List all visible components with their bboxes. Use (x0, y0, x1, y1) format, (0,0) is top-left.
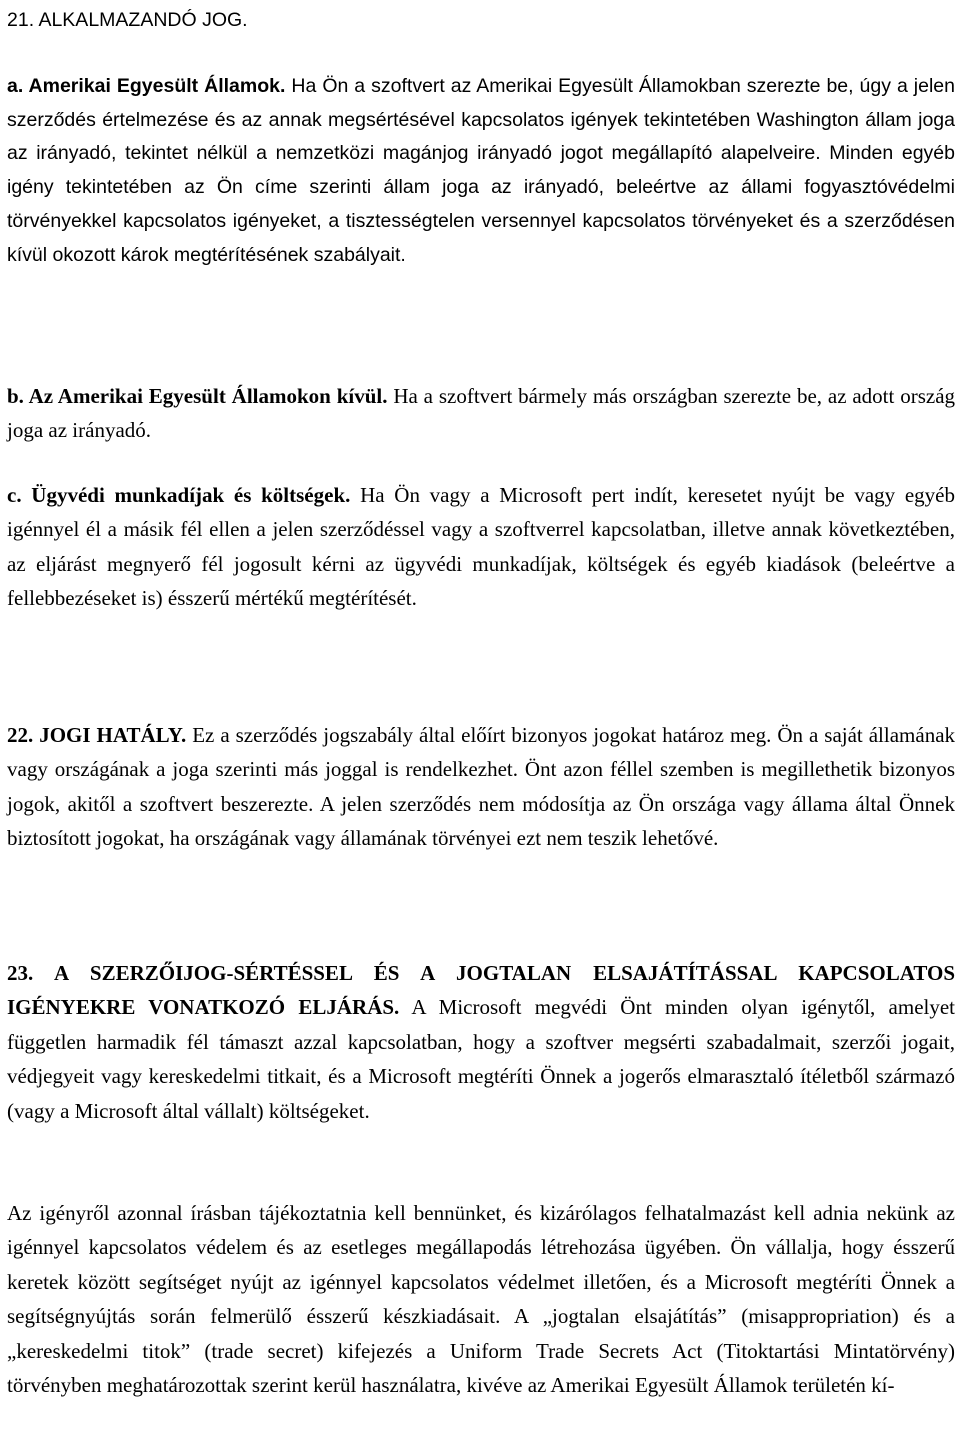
section-22-title: 22. JOGI HATÁLY. (7, 723, 187, 747)
section-23-paragraph (7, 956, 955, 1128)
section-22-text: Ez a szerződés jogszabály által előírt bizonyos jogokat határoz meg. Ön a saját államának vagy országának a joga szerinti más joggal is rendelkezhet. Önt azon féllel szemben is megillethetik bizonyos jogok, akitől a szoftvert beszerezte. A jelen szerződés nem módosítja az Ön országa vagy állama által Önnek biztosított jogokat, ha országának vagy államának törvényei ezt nem teszik lehetővé. (7, 723, 956, 851)
section-21b-text: Ha a szoftvert bármely más országban szerezte be, az adott ország joga az irányadó. (7, 384, 956, 443)
section-21c-title: c. Ügyvédi munkadíjak és költségek. (7, 483, 351, 507)
section-21-heading: 21. ALKALMAZANDÓ JOG. (7, 9, 248, 31)
section-23-title: 23. A SZERZŐIJOG-SÉRTÉSSEL ÉS A JOGTALAN ELSAJÁTÍTÁSSAL KAPCSOLATOS IGÉNYEKRE VONATKOZÓ ELJÁRÁS. (7, 961, 955, 1020)
section-21a-paragraph (7, 70, 955, 272)
section-21b-paragraph (7, 379, 955, 448)
section-23-paragraph-2: Az igényről azonnal írásban tájékoztatnia kell bennünket, és kizárólagos felhatalmazást kell adnia nekünk az igénnyel kapcsolatos védelem és az esetleges megállapodás létrehozása ügyében. Ön vállalja, hogy ésszerű keretek között segítséget nyújt az igénnyel kapcsolatos védelmet illetően, és a Microsoft megtéríti Önnek a segítségnyújtás során felmerülő ésszerű készkiadásait. A „jogtalan elsajátítás” (misappropriation) és a „kereskedelmi titok” (trade secret) kifejezés a Uniform Trade Secrets Act (Titoktartási Mintatörvény) törvényben meghatározottak szerint kerül használatra, kivéve az Amerikai Egyesült Államok területén kí- (7, 1201, 955, 1398)
section-21c-text: Ha Ön vagy a Microsoft pert indít, keresetet nyújt be vagy egyéb igénnyel él a másik fél ellen a jelen szerződéssel vagy a szoftverrel kapcsolatban, illetve annak következtében, az eljárást megnyerő fél jogosult kérni az ügyvédi munkadíjak, költségek és egyéb kiadások (beleértve a fellebbezéseket is) ésszerű mértékű megtérítését. (7, 483, 955, 611)
section-21c-paragraph (7, 478, 955, 616)
section-21b-title: b. Az Amerikai Egyesült Államokon kívül. (7, 384, 388, 408)
section-21a-text: Ha Ön a szoftvert az Amerikai Egyesült Államokban szerezte be, úgy a jelen szerződés értelmezése és az annak megsértésével kapcsolatos igények tekintetében Washington állam joga az irányadó, tekintet nélkül a nemzetközi magánjog irányadó jogot megállapító alapelveire. Minden egyéb igény tekintetében az Ön címe szerinti állam joga az irányadó, beleértve az állami fogyasztóvédelmi törvényekkel kapcsolatos igényeket, a tisztességtelen versennyel kapcsolatos törvényeket és a szerződésen kívül okozott károk megtérítésének szabályait. (7, 75, 955, 266)
section-21a-title: a. Amerikai Egyesült Államok. (7, 75, 286, 97)
section-23-text: A Microsoft megvédi Önt minden olyan igénytől, amelyet független harmadik fél támaszt azzal kapcsolatban, hogy a szoftver megsérti szabadalmait, szerzői jogait, védjegyeit vagy kereskedelmi titkait, és a Microsoft megtéríti Önnek a jogerős elmarasztaló ítéletből származó (vagy a Microsoft által vállalt) költségeket. (7, 995, 956, 1123)
section-22-paragraph (7, 718, 955, 856)
